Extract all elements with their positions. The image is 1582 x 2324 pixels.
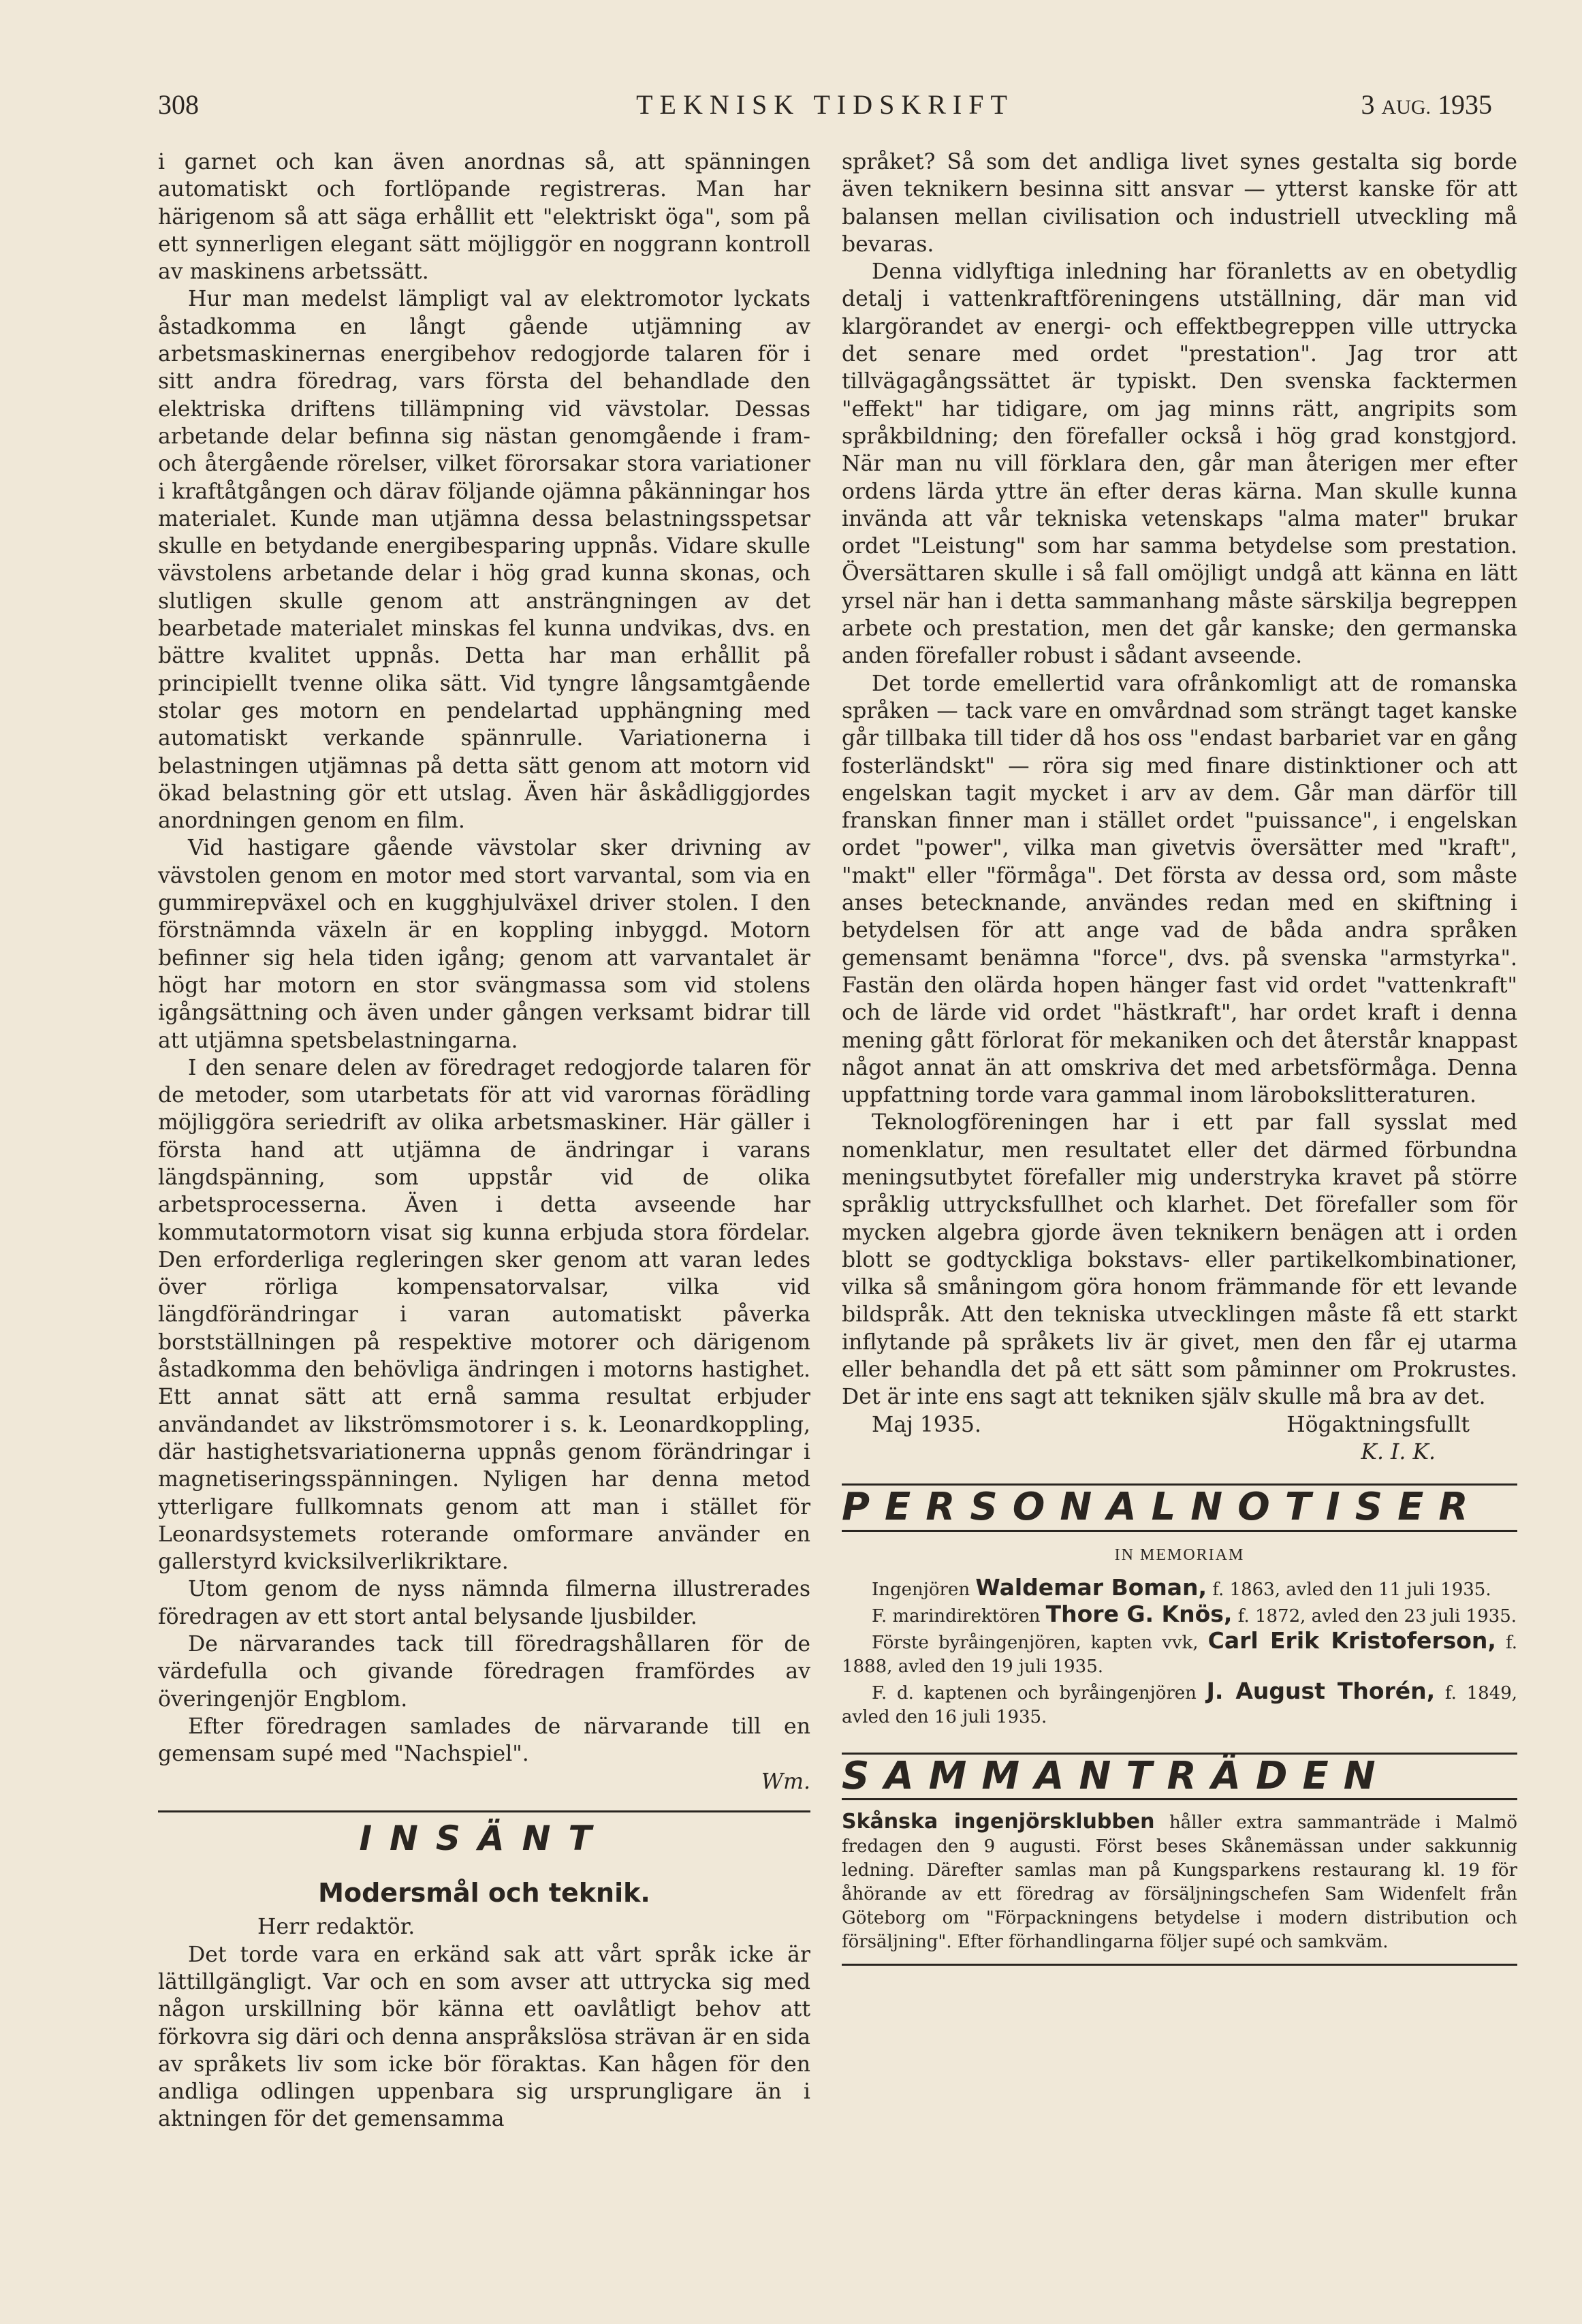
right-column [842,148,1517,1966]
letter-closing [842,1411,1517,1439]
signature: Wm. [761,1769,810,1794]
section-divider [158,1810,810,1812]
paragraph: i garnet och kan även anordnas så, att spänningen automatiskt och fortlöpande registreras. Man har härigenom så att säga erhållit ett "elektriskt öga", som på ett synnerligen elegant sätt möjliggör en noggrann kontroll av maskinens arbetssätt. [158,150,810,285]
paragraph: De närvarandes tack till föredragshållaren för de värdefulla och givande föredragen framfördes av överingenjör Engblom. [158,1632,810,1712]
meeting-notice [842,1810,1517,1954]
closing-date: Maj 1935. [872,1412,981,1437]
paragraph: Vid hastigare gående vävstolar sker drivning av vävstolen genom en motor med stort varvantal, som via en gummirepväxel och en kugghjulväxel driver stolen. I den förstnämnda växeln är en koppling inbyggd. Motorn befinner sig hela tiden igång; genom att varvantalet är högt har motorn en stor svängmassa som vid stolens igångsättning och även under gången verksamt bidrar till att utjämna spetsbelastningarna. [158,836,810,1053]
section-heading-personalnotiser: PERSONALNOTISER [842,1485,1483,1530]
paragraph: Det torde emellertid vara ofrånkomligt att de romanska språken — tack vare en omvårdnad som strängt taget kanske går tillbaka till tider då hos oss "endast barbariet var en gång fosterländskt" — röra sig med finare distinktioner och att engelskan tagit mycket i arv av dem. Går man därför till franskan finner man i stället ordet "puissance", i engelskan ordet "power", vilka man givetvis översätter med "kraft", "makt" eller "förmåga". Det första av dessa ord, som måste anses betecknande, användes redan med en skiftning i betydelsen för att ange vad de båda andra språken gemensamt benämna "force", dvs. på svenska "armstyrka". Fastän den olärda hopen hänger fast vid ordet "vattenkraft" och de lärde vid ordet "hästkraft", har ordet kraft i denna mening gått förlorat för mekaniken och det återstår knappast något annat än att omskriva det med arbetsförmåga. Denna uppfattning torde vara gammal inom lärobokslitteraturen. [842,671,1517,1108]
paragraph: I den senare delen av föredraget redogjorde talaren för de metoder, som utarbetats för att vid varornas förädling möjliggöra seriedrift av olika arbetsmaskiner. Här gäller i första hand att utjämna de ändringar i varans längdspänning, som uppstår vid de olika arbetsprocesserna. Även i detta avseende har kommutatormotorn visat sig kunna erbjuda stora fördelar. Den erforderliga regleringen sker genom att varan ledes över rörliga kompensatorvalsar, vilka vid längdförändringar i varan automatiskt påverka borstställningen på respektive motorer och därigenom åstadkomma den behövliga ändringen i motorns hastighet. Ett annat sätt att ernå samma resultat erbjuder användandet av likströmsmotorer i s. k. Leonardkoppling, där hastighetsvariationerna uppnås genom förändringar i magnetiseringsspänningen. Nyligen har denna metod ytterligare fullkomnats genom att man i stället för Leonardsystemets roterande omformare använder en gallerstyrd kvicksilverlikriktare. [158,1055,810,1575]
paragraph: Efter föredragen samlades de närvarande till en gemensam supé med "Nachspiel". [158,1714,810,1767]
paragraph: Hur man medelst lämpligt val av elektromotor lyckats åstadkomma en långt gående utjämning av arbetsmaskinernas energibehov redogjorde talaren för i sitt andra föredrag, vars första del behandlade den elektriska driftens tillämpning vid vävstolar. Dessas arbetande delar befinna sig nästan genomgående i fram- och återgående rörelser, vilket förorsakar stora variationer i kraftåtgången och därav följande ojämna påkänningar hos materialet. Kunde man utjämna dessa belastningsspetsar skulle en betydande energibesparing uppnås. Vidare skulle vävstolens arbetande delar i hög grad kunna skonas, och slutligen skulle genom att ansträngningen av det bearbetade materialet minskas fel kunna undvikas, dvs. en bättre kvalitet uppnås. Detta har man erhållit på principiellt tvenne olika sätt. Vid tyngre långsamtgående stolar ges motorn en pendelartad upphängning med automatiskt verkande spännrulle. Variationerna i belastningen utjämnas på detta sätt genom att motorn vid ökad belastning gör ett utslag. Även här åskådliggjordes anordningen genom en film. [158,287,810,834]
page-header [158,89,1492,129]
obituary-entry: Förste byråingenjören, kapten vvk, Carl Erik Kristoferson, f. 1888, avled den 19 juli 1935. [842,1627,1517,1677]
in-memoriam-label: IN MEMORIAM [1114,1545,1245,1564]
initials: K. I. K. [1361,1439,1436,1464]
club-name: Skånska ingenjörsklubben [842,1810,1155,1834]
section-heading-insant: INSÄNT [359,1818,610,1858]
personalnotiser-section [842,1483,1517,1531]
paragraph: språket? Så som det andliga livet synes gestalta sig borde även teknikern besinna sitt ansvar — ytterst kanske för att balansen mellan civilisation och industriell utveckling må bevaras. [842,150,1517,257]
paragraph: Utom genom de nyss nämnda filmerna illustrerades föredragen av ett stort antal belysande ljusbilder. [158,1577,810,1629]
paragraph: Det torde vara en erkänd sak att vårt språk icke är lättillgängligt. Var och en som avser att uttrycka sig med någon urskillning bör känna ett oavlåtligt behov att förkovra sig däri och denna anspråkslösa strävan är en sida av språkets liv som icke bör föraktas. Kan hågen för den andliga odlingen uppenbara sig ursprungligare än i aktningen för det gemensamma [158,1942,810,2132]
obituary-entry: F. d. kaptenen och byråingenjören J. August Thorén, f. 1849, avled den 16 juli 1935. [842,1677,1517,1727]
section-heading-sammantraden: SAMMANTRÄDEN [842,1753,1391,1798]
obituary-entry: Ingenjören Waldemar Boman, f. 1863, avled den 11 juli 1935. [872,1573,1491,1601]
obituary-list [842,1575,1517,1729]
salutation: Herr redaktör. [257,1915,415,1940]
meeting-text: håller extra sammanträde i Malmö fredagen den 9 augusti. Först beses Skånemässan under sakkunnig ledning. Därefter samlas man på Kungsparkens restaurang kl. 19 för åhörande av ett föredrag av försäljningschefen Sam Widenfelt från Göteborg om "Förpackningens betydelse i modern distribution och försäljning". Efter förhandlingarna följer supé och samkväm. [842,1812,1518,1953]
bottom-rule [842,1964,1517,1966]
closing-phrase: Högaktningsfullt [1286,1412,1470,1437]
journal-title: TEKNISK TIDSKRIFT [636,89,1014,120]
page-number: 308 [158,89,199,120]
paragraph: Denna vidlyftiga inledning har föranletts av en obetydlig detalj i vattenkraftföreningens utställning, där man vid klargörandet av energi- och effektbegreppen ville uttrycka det senare med ordet "prestation". Jag tror att tillvägagångssättet är typiskt. Den svenska facktermen "effekt" har tidigare, om jag minns rätt, angripits som språkbildning; den förefaller också i hög grad konstgjord. När man nu vill förklara den, går man återigen mer efter ordens lärda yttre än efter deras kärna. Man skulle kunna invända att vår tekniska vetenskaps "alma mater" brukar ordet "Leistung" som har samma betydelse som prestation. Översättaren skulle i så fall omöjligt undgå att känna en lätt yrsel när han i detta sammanhang måste särskilja begreppen arbete och prestation, men det går kanske; den germanska anden förefaller robust i sådant avseende. [842,260,1517,669]
obituary-entry: F. marindirektören Thore G. Knös, f. 1872, avled den 23 juli 1935. [872,1600,1517,1627]
left-column [158,148,810,2133]
article-title: Modersmål och teknik. [318,1878,650,1909]
issue-date: 3 AUG. 1935 [1361,89,1492,120]
paragraph: Teknologföreningen har i ett par fall sysslat med nomenklatur, men resultatet eller det därmed förbundna meningsutbytet förefaller mig understryka kravet på större språklig uttrycksfullhet och klarhet. Det förefaller som för mycken algebra gjorde även teknikern benägen att i orden blott se godtyckliga bokstavs- eller partikelkombinationer, vilka så småningom göra honom främmande för ett levande bildspråk. Att den tekniska utvecklingen måste få ett starkt inflytande på språkets liv är givet, men den får ej utarma eller behandla det på ett sätt som påminner om Prokrustes. Det är inte ens sagt att tekniken själv skulle må bra av det. [842,1110,1517,1410]
sammantraden-section [842,1753,1517,1800]
